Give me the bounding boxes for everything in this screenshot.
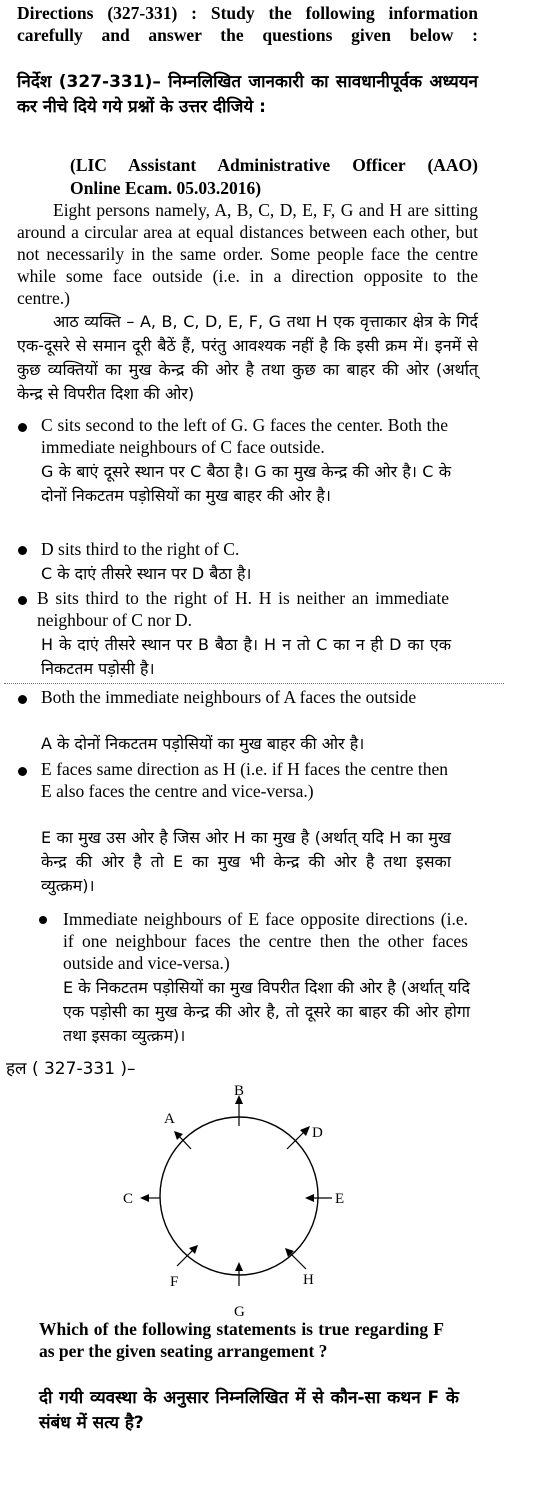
bullet-2-hindi: C के दाएं तीसरे स्थान पर D बैठा है। xyxy=(41,564,252,583)
person-d-arrow xyxy=(287,1131,305,1149)
bullet-marker xyxy=(39,916,47,924)
source-line-2: Online Ecam. 05.03.2016) xyxy=(70,178,262,198)
bullet-marker xyxy=(18,767,27,776)
person-e-arrowhead xyxy=(305,1194,314,1202)
section-divider xyxy=(4,683,504,684)
label-d: D xyxy=(312,1125,323,1141)
bullet-3-english: B sits third to the right of H. H is neither an immediate neighbour of C nor D. xyxy=(37,588,449,630)
label-g: G xyxy=(234,1304,245,1320)
question-english: Which of the following statements is true regarding F as per the given seating arrangement ? xyxy=(39,1319,444,1361)
question-hindi: दी गयी व्यवस्था के अनुसार निम्नलिखित में से कौन-सा कथन F के संबंध में सत्य है? xyxy=(39,1388,459,1433)
person-c-arrowhead xyxy=(140,1194,149,1202)
label-a: A xyxy=(164,1111,175,1127)
bullet-1-english: C sits second to the left of G. G faces the center. Both the immediate neighbours of C face outside. xyxy=(41,415,448,457)
label-e: E xyxy=(335,1191,345,1207)
bullet-2-english: D sits third to the right of C. xyxy=(41,539,240,559)
intro-english: Eight persons namely, A, B, C, D, E, F, G and H are sitting around a circular area at equal distances between each other, but not necessarily in the same order. Some people face the centre while some face outside (i.e. in a direction opposite to the centre.) xyxy=(17,200,478,308)
bullet-4-english: Both the immediate neighbours of A faces the outside xyxy=(41,687,417,707)
seating-diagram xyxy=(120,1076,360,1326)
solution-label: हल ( 327-331 )– xyxy=(6,1059,136,1079)
source-line-1: (LIC Assistant Administrative Officer (AAO) xyxy=(70,155,478,175)
bullet-marker xyxy=(18,423,27,432)
bullet-6-english: Immediate neighbours of E face opposite directions (i.e. if one neighbour faces the centre then the other faces outside and vice-versa.) xyxy=(63,909,468,973)
bullet-5-english: E faces same direction as H (i.e. if H faces the centre then E also faces the centre and vice-versa.) xyxy=(41,759,448,801)
bullet-5-hindi: E का मुख उस ओर है जिस ओर H का मुख है (अर्थात् यदि H का मुख केन्द्र की ओर है तो E का मुख भी केन्द्र की ओर है तथा इसका व्युत्क्रम)। xyxy=(41,828,451,895)
label-f: F xyxy=(170,1274,179,1290)
person-h-arrow xyxy=(290,1253,306,1269)
bullet-1-hindi: G के बाएं दूसरे स्थान पर C बैठा है। G का मुख केन्द्र की ओर है। C के दोनों निकटतम पड़ोसियों का मुख बाहर की ओर है। xyxy=(41,462,451,505)
label-c: C xyxy=(123,1191,134,1207)
label-b: B xyxy=(234,1083,245,1099)
person-g-arrowhead xyxy=(235,1262,243,1271)
label-h: H xyxy=(303,1272,314,1288)
bullet-6-hindi: E के निकटतम पड़ोसियों का मुख विपरीत दिशा की ओर है (अर्थात् यदि एक पड़ोसी का मुख केन्द्र की ओर है, तो दूसरे का बाहर की ओर होगा तथा इसका व्युत्क्रम)। xyxy=(63,978,470,1045)
bullet-marker xyxy=(18,695,27,704)
bullet-4-hindi: A के दोनों निकटतम पड़ोसियों का मुख बाहर की ओर है। xyxy=(41,734,365,753)
bullet-marker xyxy=(18,546,27,555)
bullet-3-hindi: H के दाएं तीसरे स्थान पर B बैठा है। H न तो C का न ही D का एक निकटतम पड़ोसी है। xyxy=(41,635,451,678)
intro-hindi: आठ व्यक्ति – A, B, C, D, E, F, G तथा H एक वृत्ताकार क्षेत्र के गिर्द एक-दूसरे से समान दूरी बैठें हैं, परंतु आवश्यक नहीं है कि इसी क्रम में। इनमें से कुछ व्यक्तियों का मुख केन्द्र की ओर है तथा कुछ का बाहर की ओर (अर्थात् केन्द्र से विपरीत दिशा की ओर) xyxy=(17,312,478,403)
bullet-marker xyxy=(18,596,27,605)
directions-hindi: निर्देश (327-331)– निम्नलिखित जानकारी का सावधानीपूर्वक अध्ययन कर नीचे दिये गये प्रश्नों के उत्तर दीजिये : xyxy=(17,72,478,117)
directions-english: Directions (327-331) : Study the following information carefully and answer the questions given below : xyxy=(17,3,478,45)
